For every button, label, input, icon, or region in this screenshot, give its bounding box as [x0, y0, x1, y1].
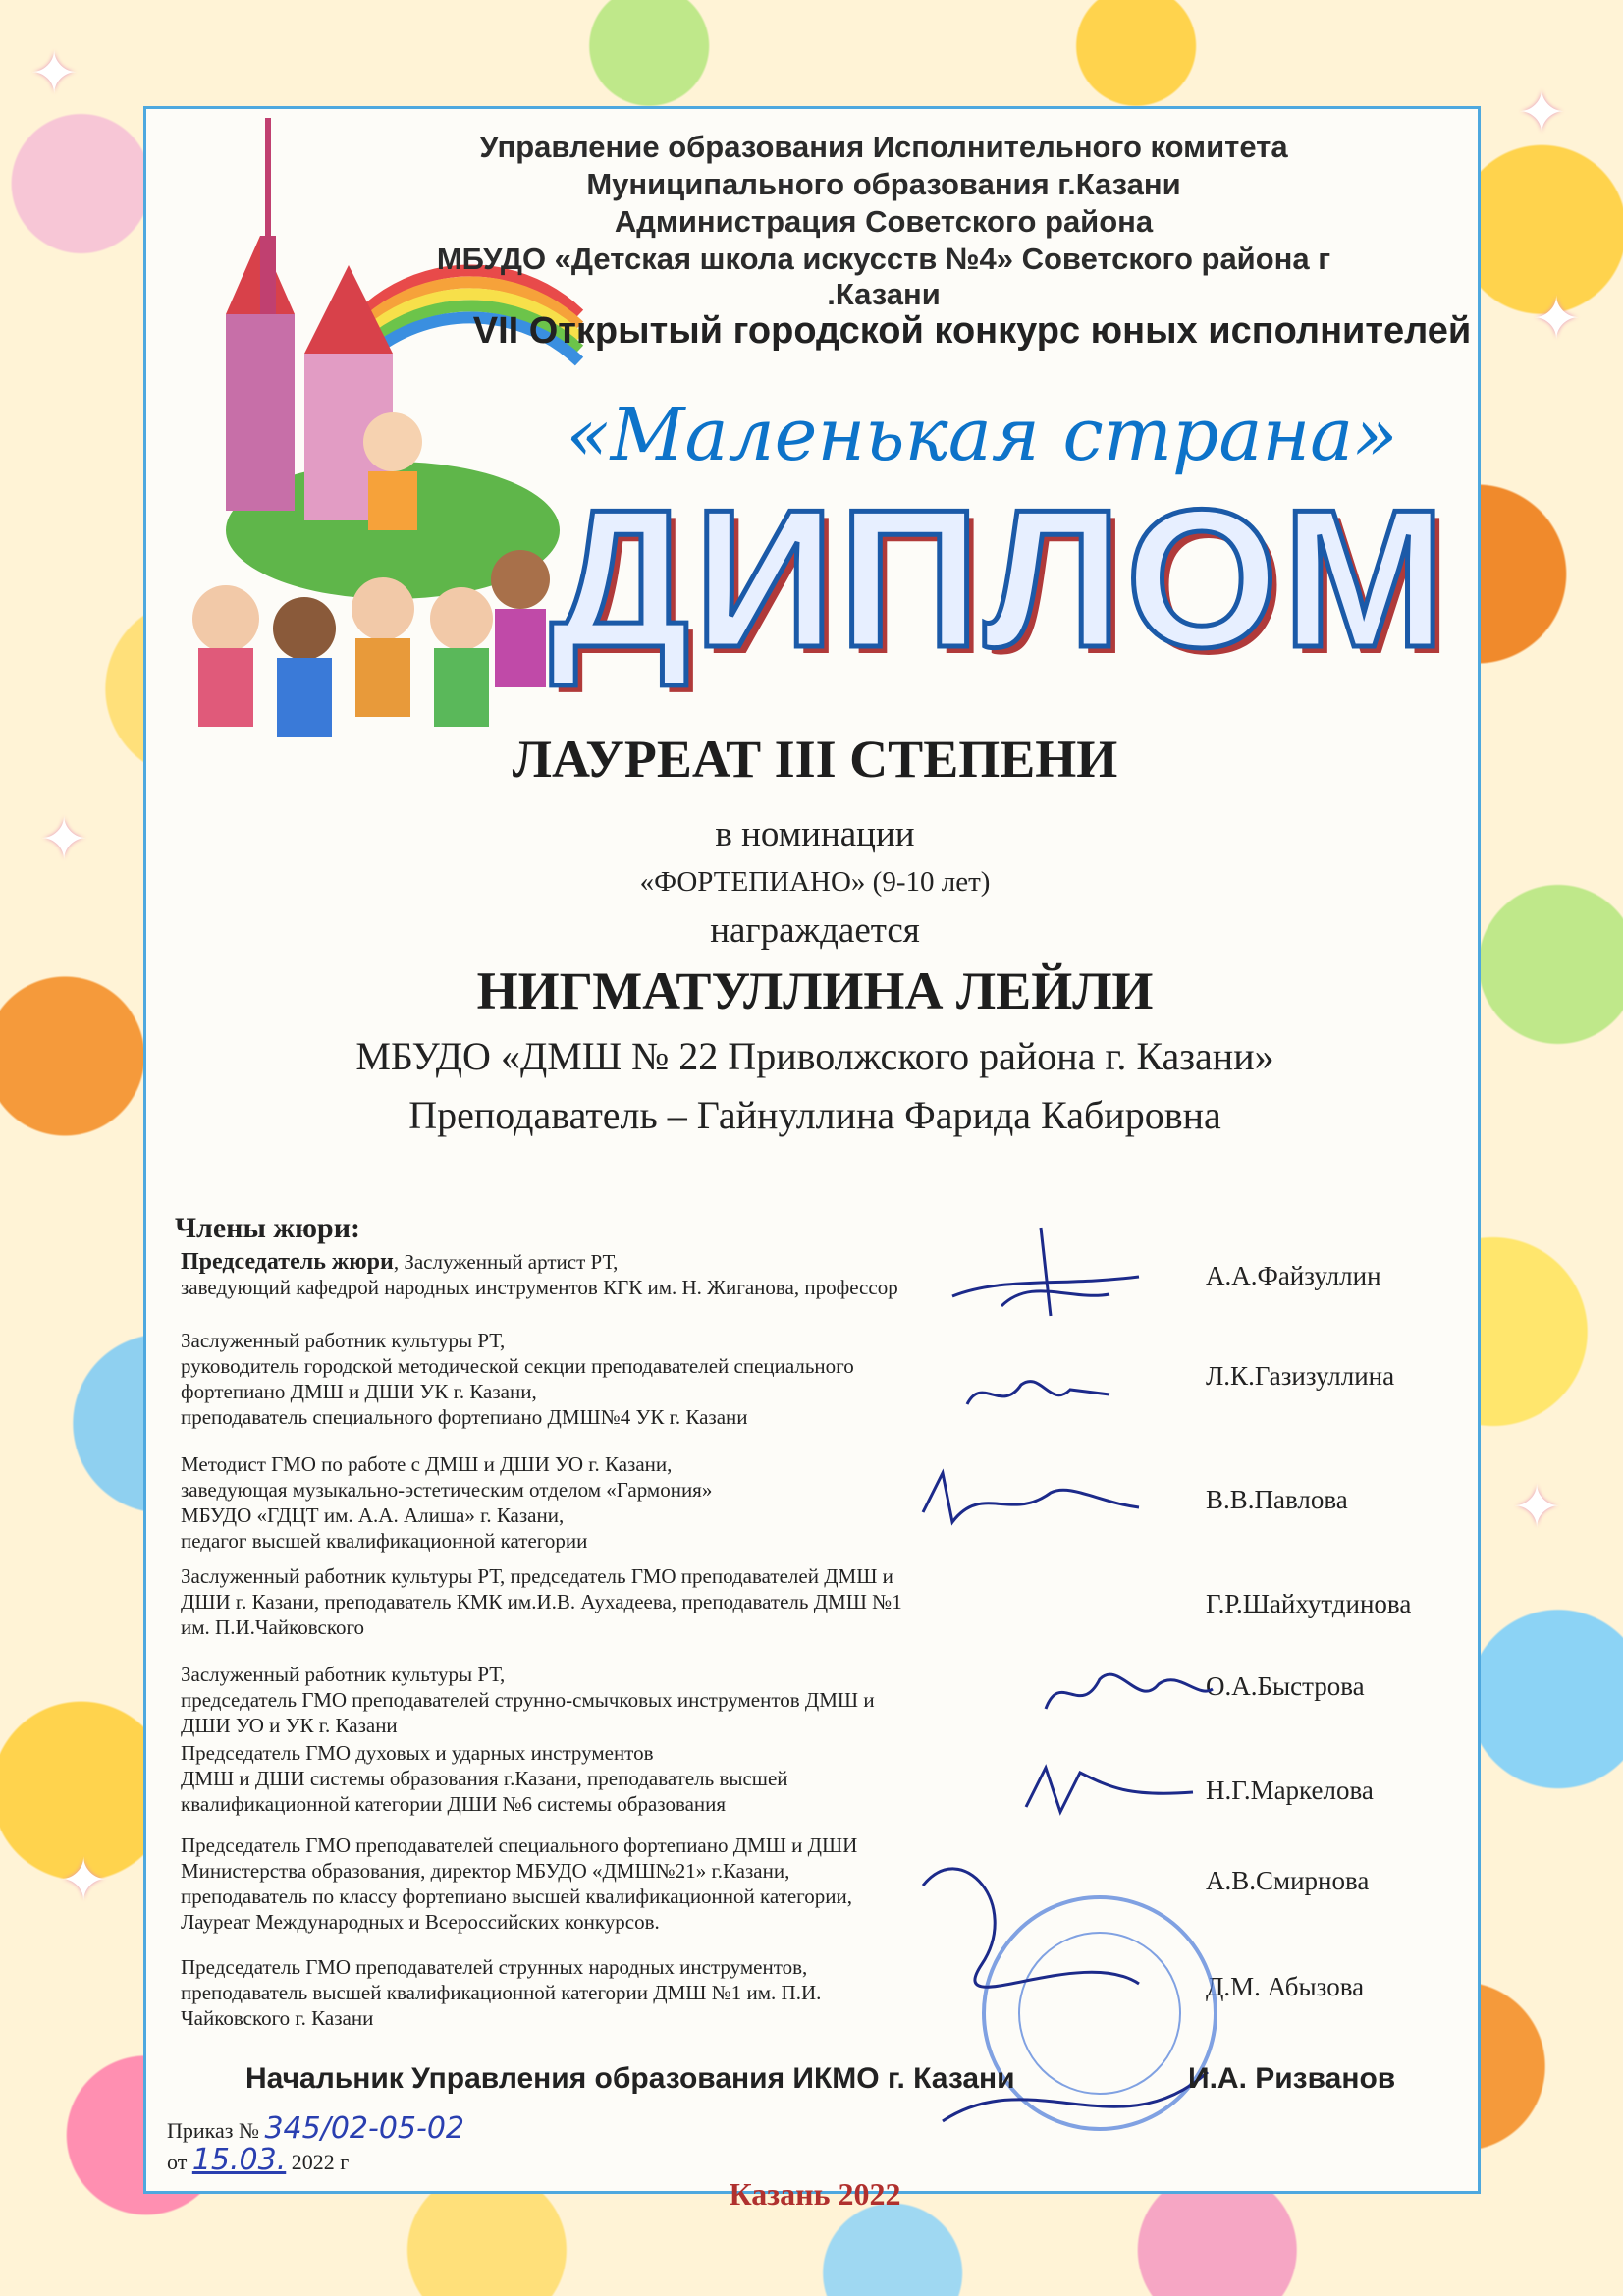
contest-title: VII Открытый городской конкурс юных исполнителей: [472, 310, 1472, 352]
order-date-line: [167, 2143, 349, 2177]
order-label: Приказ №: [167, 2118, 259, 2143]
order-date: 15.03.: [191, 2143, 287, 2177]
jury-member-name: Н.Г.Маркелова: [1206, 1776, 1374, 1805]
head-title: Начальник Управления образования ИКМО г. Казани: [245, 2062, 1015, 2095]
jury-member-description: Председатель жюри, Заслуженный артист РТ, заведующий кафедрой народных инструментов КГК им. Н. Жиганова, профессор: [181, 1249, 898, 1299]
teacher-name: Преподаватель – Гайнуллина Фарида Кабировна: [408, 1093, 1221, 1137]
order-line: [167, 2111, 464, 2146]
jury-member-description: Председатель ГМО духовых и ударных инструментов ДМШ и ДШИ системы образования г.Казани, преподаватель высшей квалификационной категории ДШИ №6 системы образования: [181, 1741, 788, 1816]
star-icon: ✦: [59, 1848, 109, 1913]
diploma-title: ДИПЛОМ: [550, 469, 1450, 688]
jury-member-name: А.В.Смирнова: [1206, 1866, 1370, 1895]
jury-member-name: Л.К.Газизуллина: [1206, 1361, 1395, 1391]
jury-member-name: В.В.Павлова: [1206, 1485, 1348, 1514]
nomination: «ФОРТЕПИАНО» (9-10 лет): [639, 866, 991, 898]
contest-name: «Маленькая страна»: [566, 393, 1398, 477]
signature-icon: [943, 1218, 1159, 1326]
jury-member-description: Председатель ГМО преподавателей струнных народных инструментов, преподаватель высшей квалификационной категории ДМШ №1 им. П.И. Чайковского г. Казани: [181, 1955, 822, 2030]
jury-member-description: Методист ГМО по работе с ДМШ и ДШИ УО г. Казани, заведующая музыкально-эстетическим отделом «Гармония» МБУДО «ГДЦТ им. А.А. Алиша» г. Казани, педагог высшей квалификационной категории: [181, 1452, 713, 1553]
jury-member-description: Заслуженный работник культуры РТ, председатель ГМО преподавателей ДМШ и ДШИ г. Казани, преподаватель КМК им.И.В. Аухадеева, преподаватель ДМШ №1 им. П.И.Чайковского: [181, 1564, 902, 1639]
city-year: Казань 2022: [729, 2176, 901, 2212]
jury-member-name: О.А.Быстрова: [1206, 1671, 1365, 1701]
laureate-degree: ЛАУРЕАТ III СТЕПЕНИ: [512, 730, 1118, 789]
jury-member-description: Заслуженный работник культуры РТ, председатель ГМО преподавателей струнно-смычковых инструментов ДМШ и ДШИ УО и УК г. Казани: [181, 1663, 875, 1737]
header-line: Муниципального образования г.Казани: [586, 167, 1181, 201]
signature-icon: [1021, 1758, 1198, 1827]
star-icon: ✦: [1532, 287, 1582, 352]
order-year: 2022 г: [291, 2150, 350, 2174]
school-name: МБУДО «ДМШ № 22 Приволжского района г. Казани»: [355, 1034, 1274, 1078]
signature-icon: [913, 1463, 1149, 1542]
recipient-name: НИГМАТУЛЛИНА ЛЕЙЛИ: [476, 961, 1154, 1020]
awarded-label: награждается: [710, 910, 920, 951]
signature-icon: [962, 1365, 1119, 1424]
star-icon: ✦: [1512, 1475, 1562, 1540]
header-line: МБУДО «Детская школа искусств №4» Советского района г .Казани: [436, 242, 1331, 311]
jury-member-description: Заслуженный работник культуры РТ, руководитель городской методической секции преподавателей специального фортепиано ДМШ и ДШИ УК г. Казани, преподаватель специального фортепиано ДМШ№4 УК г. Казани: [181, 1329, 854, 1429]
header-line: Управление образования Исполнительного комитета: [479, 130, 1288, 164]
star-icon: ✦: [1517, 81, 1567, 145]
order-from: от: [167, 2150, 188, 2174]
head-name: И.А. Ризванов: [1188, 2062, 1396, 2095]
jury-member-name: Г.Р.Шайхутдинова: [1206, 1589, 1412, 1618]
signature-icon: [1041, 1660, 1217, 1728]
jury-member-name: А.А.Файзуллин: [1206, 1261, 1381, 1290]
jury-member-name: Д.М. Абызова: [1206, 1972, 1365, 2001]
jury-heading: Члены жюри:: [175, 1212, 361, 1244]
star-icon: ✦: [39, 807, 89, 872]
star-icon: ✦: [29, 41, 80, 106]
jury-member-description: Председатель ГМО преподавателей специального фортепиано ДМШ и ДШИ Министерства образования, директор МБУДО «ДМШ№21» г.Казани, преподаватель по классу фортепиано высшей квалификационной категории, Лауреат Международных и Всероссийских конкурсов.: [181, 1833, 858, 1934]
header-line: Администрация Советского района: [614, 204, 1154, 239]
nomination-prefix: в номинации: [715, 814, 915, 854]
order-number: 345/02-05-02: [264, 2111, 465, 2146]
